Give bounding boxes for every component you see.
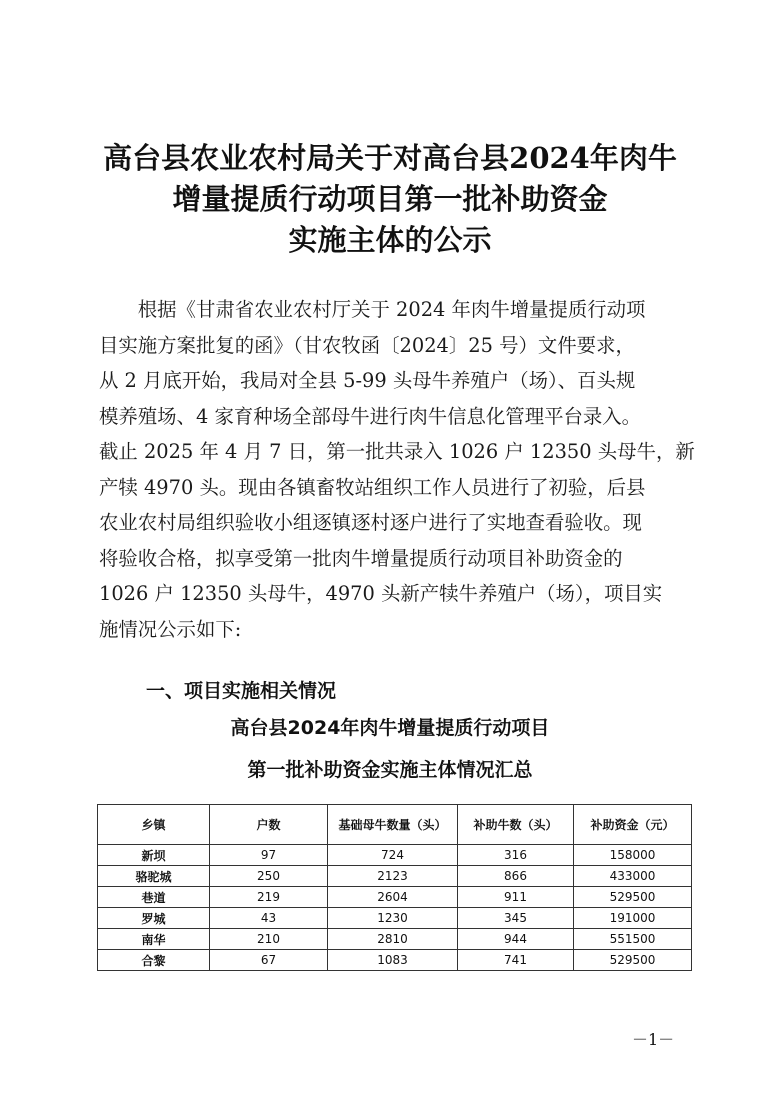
cell-households: 210 [210, 929, 328, 950]
header-subsidy-amount: 补助资金（元） [574, 805, 692, 845]
summary-table [97, 804, 692, 971]
table-row [98, 929, 692, 950]
table-title-line: 第一批补助资金实施主体情况汇总 [247, 759, 533, 781]
table-row [98, 866, 692, 887]
table-row [98, 887, 692, 908]
table-row [98, 845, 692, 866]
cell-base-cows: 2604 [328, 887, 458, 908]
cell-subsidy-amount: 191000 [574, 908, 692, 929]
title-line: 实施主体的公示 [288, 223, 492, 257]
cell-households: 219 [210, 887, 328, 908]
cell-households: 67 [210, 950, 328, 971]
cell-base-cows: 724 [328, 845, 458, 866]
cell-subsidized-cattle: 866 [458, 866, 574, 887]
body-line: 从 2 月底开始，我局对全县 5-99 头母牛养殖户（场）、百头规 [99, 369, 636, 392]
cell-households: 97 [210, 845, 328, 866]
cell-base-cows: 2810 [328, 929, 458, 950]
cell-subsidized-cattle: 345 [458, 908, 574, 929]
document-title [0, 138, 780, 261]
table-row [98, 908, 692, 929]
cell-town: 合黎 [98, 950, 210, 971]
body-line: 将验收合格，拟享受第一批肉牛增量提质行动项目补助资金的 [99, 546, 623, 570]
cell-town: 南华 [98, 929, 210, 950]
cell-base-cows: 1083 [328, 950, 458, 971]
cell-subsidy-amount: 529500 [574, 950, 692, 971]
header-households: 户数 [210, 805, 328, 845]
cell-subsidized-cattle: 911 [458, 887, 574, 908]
cell-base-cows: 2123 [328, 866, 458, 887]
title-line: 增量提质行动项目第一批补助资金 [172, 182, 608, 216]
section-heading: 一、项目实施相关情况 [146, 680, 337, 702]
body-line: 目实施方案批复的函》（甘农牧函〔2024〕25 号）文件要求， [99, 333, 635, 357]
page-number: －1－ [632, 1030, 675, 1049]
cell-households: 250 [210, 866, 328, 887]
title-line: 高台县农业农村局关于对高台县2024年肉牛 [103, 141, 677, 175]
cell-subsidy-amount: 529500 [574, 887, 692, 908]
cell-subsidized-cattle: 741 [458, 950, 574, 971]
body-line: 产犊 4970 头。现由各镇畜牧站组织工作人员进行了初验，后县 [99, 475, 646, 499]
cell-town: 新坝 [98, 845, 210, 866]
cell-subsidy-amount: 551500 [574, 929, 692, 950]
body-line: 1026 户 12350 头母牛，4970 头新产犊牛养殖户（场），项目实 [99, 582, 663, 605]
cell-subsidized-cattle: 316 [458, 845, 574, 866]
cell-base-cows: 1230 [328, 908, 458, 929]
cell-subsidized-cattle: 944 [458, 929, 574, 950]
body-paragraph [99, 292, 695, 647]
table-title-line: 高台县2024年肉牛增量提质行动项目 [230, 717, 550, 739]
table-header-row [98, 805, 692, 845]
cell-subsidy-amount: 158000 [574, 845, 692, 866]
header-subsidized-cattle: 补助牛数（头） [458, 805, 574, 845]
body-line: 截止 2025 年 4 月 7 日，第一批共录入 1026 户 12350 头母牛，新 [99, 440, 695, 463]
cell-town: 巷道 [98, 887, 210, 908]
cell-households: 43 [210, 908, 328, 929]
body-line: 根据《甘肃省农业农村厅关于 2024 年肉牛增量提质行动项 [99, 298, 646, 321]
body-line: 施情况公示如下: [99, 617, 242, 641]
cell-town: 骆驼城 [98, 866, 210, 887]
cell-subsidy-amount: 433000 [574, 866, 692, 887]
body-line: 模养殖场、4 家育种场全部母牛进行肉牛信息化管理平台录入。 [99, 404, 642, 428]
header-base-cows: 基础母牛数量（头） [328, 805, 458, 845]
table-row [98, 950, 692, 971]
header-town: 乡镇 [98, 805, 210, 845]
cell-town: 罗城 [98, 908, 210, 929]
body-line: 农业农村局组织验收小组逐镇逐村逐户进行了实地查看验收。现 [99, 511, 642, 534]
